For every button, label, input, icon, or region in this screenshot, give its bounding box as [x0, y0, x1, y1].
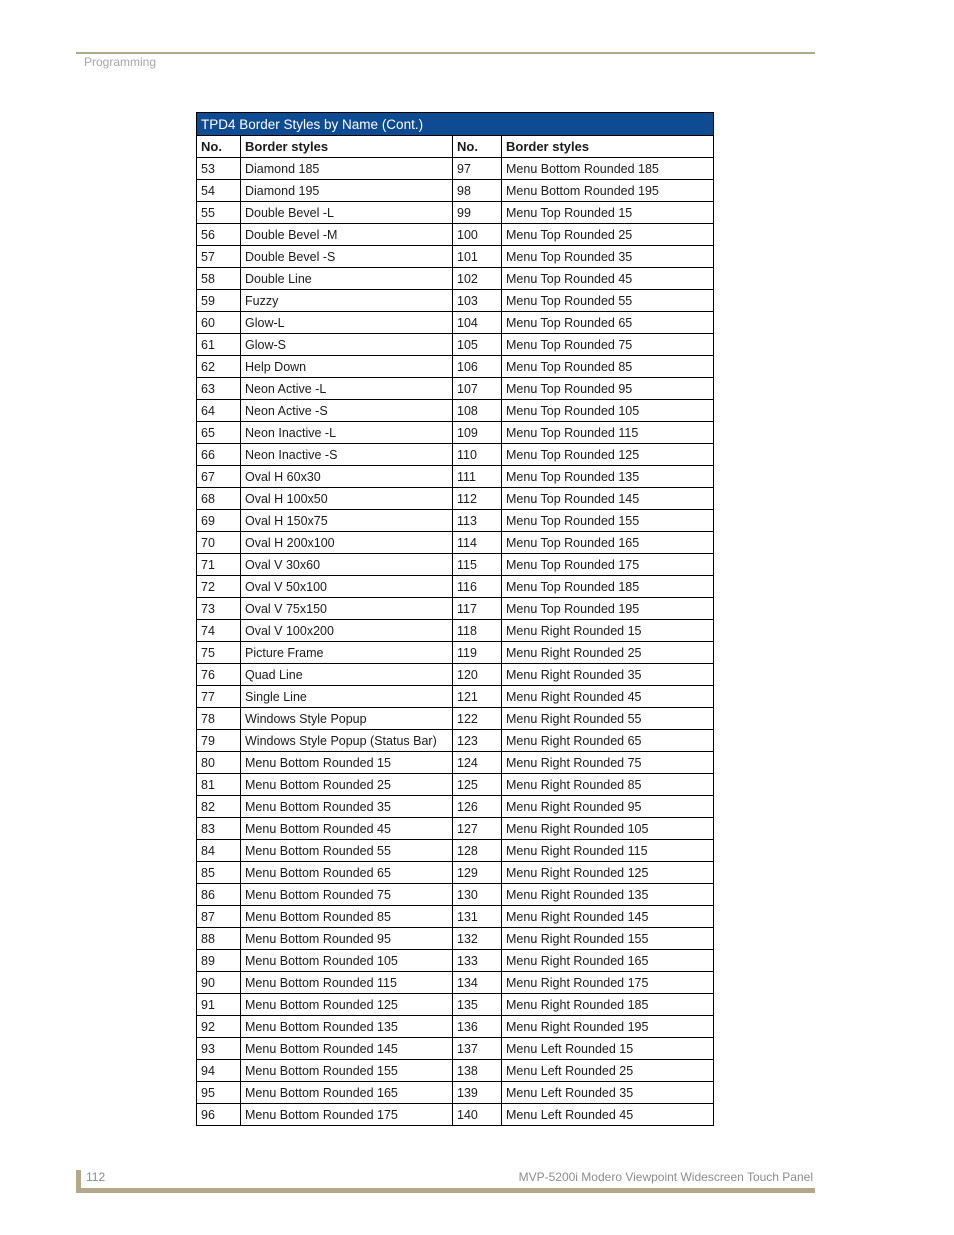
row-number-left: 53 [197, 158, 241, 180]
row-number-left: 94 [197, 1060, 241, 1082]
row-number-right: 114 [453, 532, 502, 554]
row-number-right: 101 [453, 246, 502, 268]
table-row [197, 246, 714, 268]
row-number-left: 56 [197, 224, 241, 246]
border-style-right: Menu Top Rounded 135 [502, 466, 714, 488]
border-style-right: Menu Right Rounded 115 [502, 840, 714, 862]
border-style-right: Menu Right Rounded 75 [502, 752, 714, 774]
row-number-right: 113 [453, 510, 502, 532]
row-number-right: 97 [453, 158, 502, 180]
border-style-left: Neon Inactive -S [241, 444, 453, 466]
table-row [197, 862, 714, 884]
border-style-right: Menu Top Rounded 155 [502, 510, 714, 532]
border-style-left: Double Bevel -S [241, 246, 453, 268]
table-row [197, 730, 714, 752]
row-number-left: 93 [197, 1038, 241, 1060]
border-style-left: Double Bevel -M [241, 224, 453, 246]
border-style-left: Oval H 60x30 [241, 466, 453, 488]
table-row [197, 180, 714, 202]
table-row [197, 532, 714, 554]
border-style-left: Neon Inactive -L [241, 422, 453, 444]
row-number-left: 63 [197, 378, 241, 400]
table-caption-row [197, 113, 714, 136]
table-row [197, 1082, 714, 1104]
border-style-left: Menu Bottom Rounded 175 [241, 1104, 453, 1126]
row-number-left: 80 [197, 752, 241, 774]
border-style-right: Menu Right Rounded 15 [502, 620, 714, 642]
section-label: Programming [84, 55, 157, 69]
border-style-right: Menu Left Rounded 35 [502, 1082, 714, 1104]
table-header-row [197, 136, 714, 158]
table-row [197, 884, 714, 906]
table-row [197, 158, 714, 180]
table-row [197, 312, 714, 334]
row-number-right: 123 [453, 730, 502, 752]
border-style-left: Double Line [241, 268, 453, 290]
border-style-left: Oval V 50x100 [241, 576, 453, 598]
table-row [197, 1104, 714, 1126]
row-number-right: 107 [453, 378, 502, 400]
row-number-right: 140 [453, 1104, 502, 1126]
border-style-left: Diamond 195 [241, 180, 453, 202]
border-style-left: Help Down [241, 356, 453, 378]
border-style-right: Menu Top Rounded 185 [502, 576, 714, 598]
row-number-left: 71 [197, 554, 241, 576]
border-style-right: Menu Right Rounded 185 [502, 994, 714, 1016]
border-style-left: Oval V 100x200 [241, 620, 453, 642]
border-style-right: Menu Top Rounded 95 [502, 378, 714, 400]
border-style-left: Glow-S [241, 334, 453, 356]
row-number-left: 69 [197, 510, 241, 532]
table-row [197, 268, 714, 290]
row-number-right: 134 [453, 972, 502, 994]
border-style-right: Menu Right Rounded 55 [502, 708, 714, 730]
border-style-right: Menu Top Rounded 45 [502, 268, 714, 290]
row-number-left: 79 [197, 730, 241, 752]
border-style-left: Menu Bottom Rounded 55 [241, 840, 453, 862]
row-number-right: 111 [453, 466, 502, 488]
row-number-left: 65 [197, 422, 241, 444]
border-style-right: Menu Right Rounded 105 [502, 818, 714, 840]
border-style-right: Menu Left Rounded 25 [502, 1060, 714, 1082]
border-style-left: Menu Bottom Rounded 155 [241, 1060, 453, 1082]
row-number-right: 115 [453, 554, 502, 576]
border-style-left: Menu Bottom Rounded 85 [241, 906, 453, 928]
row-number-left: 70 [197, 532, 241, 554]
row-number-left: 87 [197, 906, 241, 928]
table-row [197, 488, 714, 510]
border-style-left: Picture Frame [241, 642, 453, 664]
border-style-right: Menu Top Rounded 25 [502, 224, 714, 246]
row-number-left: 92 [197, 1016, 241, 1038]
table-row [197, 576, 714, 598]
document-title: MVP-5200i Modero Viewpoint Widescreen Touch Panel [518, 1170, 813, 1184]
border-style-right: Menu Right Rounded 135 [502, 884, 714, 906]
row-number-right: 105 [453, 334, 502, 356]
border-style-right: Menu Right Rounded 165 [502, 950, 714, 972]
table-row [197, 334, 714, 356]
row-number-left: 74 [197, 620, 241, 642]
row-number-left: 81 [197, 774, 241, 796]
table-row [197, 774, 714, 796]
table-row [197, 906, 714, 928]
row-number-right: 121 [453, 686, 502, 708]
row-number-right: 100 [453, 224, 502, 246]
column-header-no-right: No. [453, 136, 502, 158]
border-style-left: Menu Bottom Rounded 165 [241, 1082, 453, 1104]
border-style-right: Menu Right Rounded 95 [502, 796, 714, 818]
row-number-right: 119 [453, 642, 502, 664]
border-style-left: Oval V 75x150 [241, 598, 453, 620]
border-style-left: Oval H 150x75 [241, 510, 453, 532]
row-number-right: 108 [453, 400, 502, 422]
table-row [197, 554, 714, 576]
row-number-left: 78 [197, 708, 241, 730]
border-style-right: Menu Right Rounded 175 [502, 972, 714, 994]
row-number-left: 84 [197, 840, 241, 862]
border-style-right: Menu Top Rounded 125 [502, 444, 714, 466]
table-row [197, 752, 714, 774]
border-style-right: Menu Right Rounded 45 [502, 686, 714, 708]
row-number-right: 128 [453, 840, 502, 862]
border-style-right: Menu Top Rounded 145 [502, 488, 714, 510]
table-caption: TPD4 Border Styles by Name (Cont.) [197, 113, 714, 136]
table-row [197, 950, 714, 972]
border-style-right: Menu Top Rounded 55 [502, 290, 714, 312]
row-number-left: 67 [197, 466, 241, 488]
row-number-left: 95 [197, 1082, 241, 1104]
row-number-right: 126 [453, 796, 502, 818]
table-row [197, 1038, 714, 1060]
border-style-right: Menu Top Rounded 105 [502, 400, 714, 422]
row-number-right: 125 [453, 774, 502, 796]
row-number-left: 60 [197, 312, 241, 334]
row-number-right: 116 [453, 576, 502, 598]
row-number-right: 112 [453, 488, 502, 510]
border-style-left: Oval H 100x50 [241, 488, 453, 510]
table-row [197, 708, 714, 730]
table-row [197, 224, 714, 246]
table-row [197, 1016, 714, 1038]
border-style-right: Menu Bottom Rounded 195 [502, 180, 714, 202]
table-row [197, 444, 714, 466]
row-number-left: 75 [197, 642, 241, 664]
table-row [197, 510, 714, 532]
border-style-left: Windows Style Popup (Status Bar) [241, 730, 453, 752]
border-style-left: Menu Bottom Rounded 125 [241, 994, 453, 1016]
table-row [197, 378, 714, 400]
table-row [197, 818, 714, 840]
border-style-right: Menu Top Rounded 65 [502, 312, 714, 334]
row-number-right: 106 [453, 356, 502, 378]
row-number-right: 102 [453, 268, 502, 290]
page-number: 112 [86, 1170, 106, 1184]
border-style-right: Menu Left Rounded 45 [502, 1104, 714, 1126]
border-style-left: Neon Active -L [241, 378, 453, 400]
row-number-left: 64 [197, 400, 241, 422]
border-style-left: Neon Active -S [241, 400, 453, 422]
row-number-right: 118 [453, 620, 502, 642]
table-row [197, 466, 714, 488]
table-row [197, 994, 714, 1016]
border-style-left: Single Line [241, 686, 453, 708]
row-number-right: 104 [453, 312, 502, 334]
border-styles-table-container [196, 112, 713, 1126]
border-style-left: Menu Bottom Rounded 65 [241, 862, 453, 884]
border-style-right: Menu Top Rounded 75 [502, 334, 714, 356]
row-number-right: 103 [453, 290, 502, 312]
row-number-right: 139 [453, 1082, 502, 1104]
row-number-right: 138 [453, 1060, 502, 1082]
row-number-left: 89 [197, 950, 241, 972]
row-number-left: 96 [197, 1104, 241, 1126]
border-style-left: Menu Bottom Rounded 15 [241, 752, 453, 774]
table-row [197, 642, 714, 664]
border-style-right: Menu Top Rounded 175 [502, 554, 714, 576]
row-number-right: 129 [453, 862, 502, 884]
border-styles-table [196, 112, 714, 1126]
row-number-left: 72 [197, 576, 241, 598]
row-number-right: 120 [453, 664, 502, 686]
row-number-left: 54 [197, 180, 241, 202]
border-style-right: Menu Bottom Rounded 185 [502, 158, 714, 180]
border-style-right: Menu Right Rounded 195 [502, 1016, 714, 1038]
border-style-left: Menu Bottom Rounded 135 [241, 1016, 453, 1038]
border-style-right: Menu Right Rounded 65 [502, 730, 714, 752]
border-style-left: Menu Bottom Rounded 115 [241, 972, 453, 994]
row-number-right: 98 [453, 180, 502, 202]
table-row [197, 686, 714, 708]
border-style-right: Menu Top Rounded 85 [502, 356, 714, 378]
table-body [197, 158, 714, 1126]
row-number-right: 130 [453, 884, 502, 906]
table-row [197, 202, 714, 224]
column-header-no-left: No. [197, 136, 241, 158]
header-rule [76, 52, 815, 54]
table-row [197, 598, 714, 620]
row-number-right: 132 [453, 928, 502, 950]
border-style-left: Menu Bottom Rounded 95 [241, 928, 453, 950]
table-row [197, 290, 714, 312]
table-row [197, 356, 714, 378]
border-style-right: Menu Right Rounded 25 [502, 642, 714, 664]
table-row [197, 972, 714, 994]
border-style-left: Menu Bottom Rounded 145 [241, 1038, 453, 1060]
table-row [197, 1060, 714, 1082]
border-style-right: Menu Top Rounded 15 [502, 202, 714, 224]
border-style-left: Menu Bottom Rounded 45 [241, 818, 453, 840]
table-row [197, 422, 714, 444]
row-number-left: 68 [197, 488, 241, 510]
row-number-right: 136 [453, 1016, 502, 1038]
border-style-left: Oval V 30x60 [241, 554, 453, 576]
row-number-left: 91 [197, 994, 241, 1016]
border-style-left: Fuzzy [241, 290, 453, 312]
column-header-border-styles-right: Border styles [502, 136, 714, 158]
border-style-right: Menu Right Rounded 125 [502, 862, 714, 884]
border-style-right: Menu Right Rounded 155 [502, 928, 714, 950]
row-number-right: 117 [453, 598, 502, 620]
footer-rule [76, 1188, 815, 1193]
row-number-right: 133 [453, 950, 502, 972]
border-style-left: Double Bevel -L [241, 202, 453, 224]
border-style-right: Menu Right Rounded 85 [502, 774, 714, 796]
border-style-left: Oval H 200x100 [241, 532, 453, 554]
border-style-right: Menu Right Rounded 35 [502, 664, 714, 686]
table-row [197, 796, 714, 818]
border-style-right: Menu Top Rounded 115 [502, 422, 714, 444]
row-number-left: 62 [197, 356, 241, 378]
row-number-left: 83 [197, 818, 241, 840]
row-number-right: 135 [453, 994, 502, 1016]
row-number-left: 73 [197, 598, 241, 620]
border-style-left: Glow-L [241, 312, 453, 334]
row-number-right: 131 [453, 906, 502, 928]
row-number-left: 85 [197, 862, 241, 884]
border-style-right: Menu Top Rounded 35 [502, 246, 714, 268]
row-number-left: 77 [197, 686, 241, 708]
table-row [197, 620, 714, 642]
row-number-left: 86 [197, 884, 241, 906]
row-number-right: 99 [453, 202, 502, 224]
column-header-border-styles-left: Border styles [241, 136, 453, 158]
row-number-left: 76 [197, 664, 241, 686]
border-style-right: Menu Left Rounded 15 [502, 1038, 714, 1060]
border-style-left: Windows Style Popup [241, 708, 453, 730]
row-number-right: 124 [453, 752, 502, 774]
row-number-left: 90 [197, 972, 241, 994]
row-number-right: 122 [453, 708, 502, 730]
border-style-left: Menu Bottom Rounded 25 [241, 774, 453, 796]
border-style-left: Menu Bottom Rounded 105 [241, 950, 453, 972]
border-style-left: Menu Bottom Rounded 35 [241, 796, 453, 818]
row-number-left: 57 [197, 246, 241, 268]
row-number-left: 58 [197, 268, 241, 290]
row-number-left: 59 [197, 290, 241, 312]
table-row [197, 840, 714, 862]
row-number-left: 66 [197, 444, 241, 466]
border-style-right: Menu Top Rounded 165 [502, 532, 714, 554]
border-style-left: Menu Bottom Rounded 75 [241, 884, 453, 906]
table-row [197, 928, 714, 950]
row-number-left: 61 [197, 334, 241, 356]
border-style-left: Diamond 185 [241, 158, 453, 180]
table-row [197, 664, 714, 686]
table-row [197, 400, 714, 422]
row-number-left: 82 [197, 796, 241, 818]
row-number-left: 55 [197, 202, 241, 224]
border-style-right: Menu Right Rounded 145 [502, 906, 714, 928]
row-number-left: 88 [197, 928, 241, 950]
row-number-right: 109 [453, 422, 502, 444]
border-style-right: Menu Top Rounded 195 [502, 598, 714, 620]
row-number-right: 137 [453, 1038, 502, 1060]
row-number-right: 127 [453, 818, 502, 840]
border-style-left: Quad Line [241, 664, 453, 686]
row-number-right: 110 [453, 444, 502, 466]
